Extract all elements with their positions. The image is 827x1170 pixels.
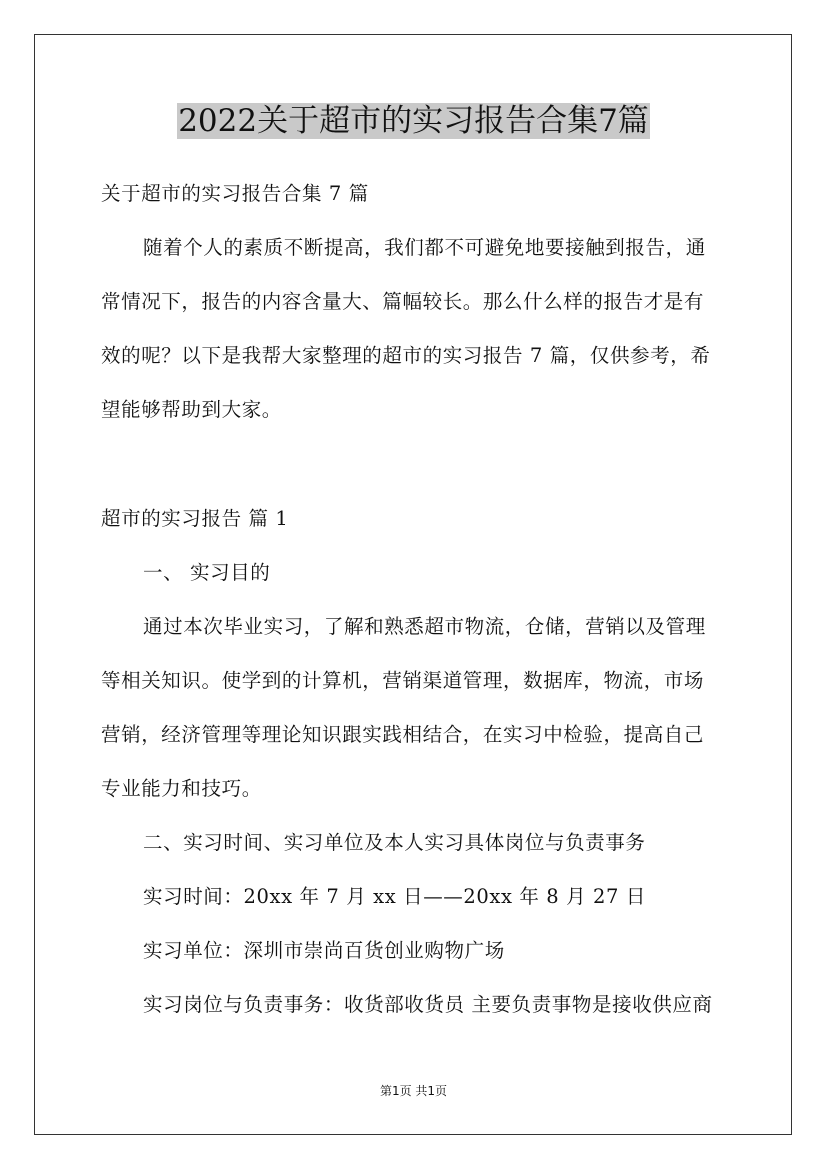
paragraph-line: 实习岗位与负责事务：收货部收货员 主要负责事物是接收供应商: [143, 993, 713, 1016]
paragraph-line: 营销，经济管理等理论知识跟实践相结合，在实习中检验，提高自己: [101, 723, 705, 746]
page-footer: 第1页 共1页: [379, 1084, 448, 1098]
paragraph-line: 效的呢？以下是我帮大家整理的超市的实习报告 7 篇，仅供参考，希: [101, 344, 711, 367]
subtitle-line: 关于超市的实习报告合集 7 篇: [101, 182, 369, 205]
document-title-text: 2022关于超市的实习报告合集7篇: [178, 103, 649, 139]
paragraph-line: 随着个人的素质不断提高，我们都不可避免地要接触到报告，通: [143, 236, 706, 259]
paragraph-line: 实习单位：深圳市崇尚百货创业购物广场: [143, 939, 505, 962]
paragraph-line: 专业能力和技巧。: [101, 777, 262, 800]
document-title: [0, 98, 827, 144]
section-heading: 超市的实习报告 篇 1: [101, 507, 289, 530]
paragraph-line: 等相关知识。使学到的计算机，营销渠道管理，数据库，物流，市场: [101, 669, 705, 692]
subsection-heading: 二、实习时间、实习单位及本人实习具体岗位与负责事务: [143, 831, 646, 854]
paragraph-line: 通过本次毕业实习，了解和熟悉超市物流，仓储，营销以及管理: [143, 615, 706, 638]
subsection-heading: 一、 实习目的: [143, 561, 271, 584]
paragraph-line: 实习时间：20xx 年 7 月 xx 日——20xx 年 8 月 27 日: [143, 885, 646, 908]
paragraph-line: 望能够帮助到大家。: [101, 398, 282, 421]
paragraph-line: 常情况下，报告的内容含量大、篇幅较长。那么什么样的报告才是有: [101, 290, 705, 313]
